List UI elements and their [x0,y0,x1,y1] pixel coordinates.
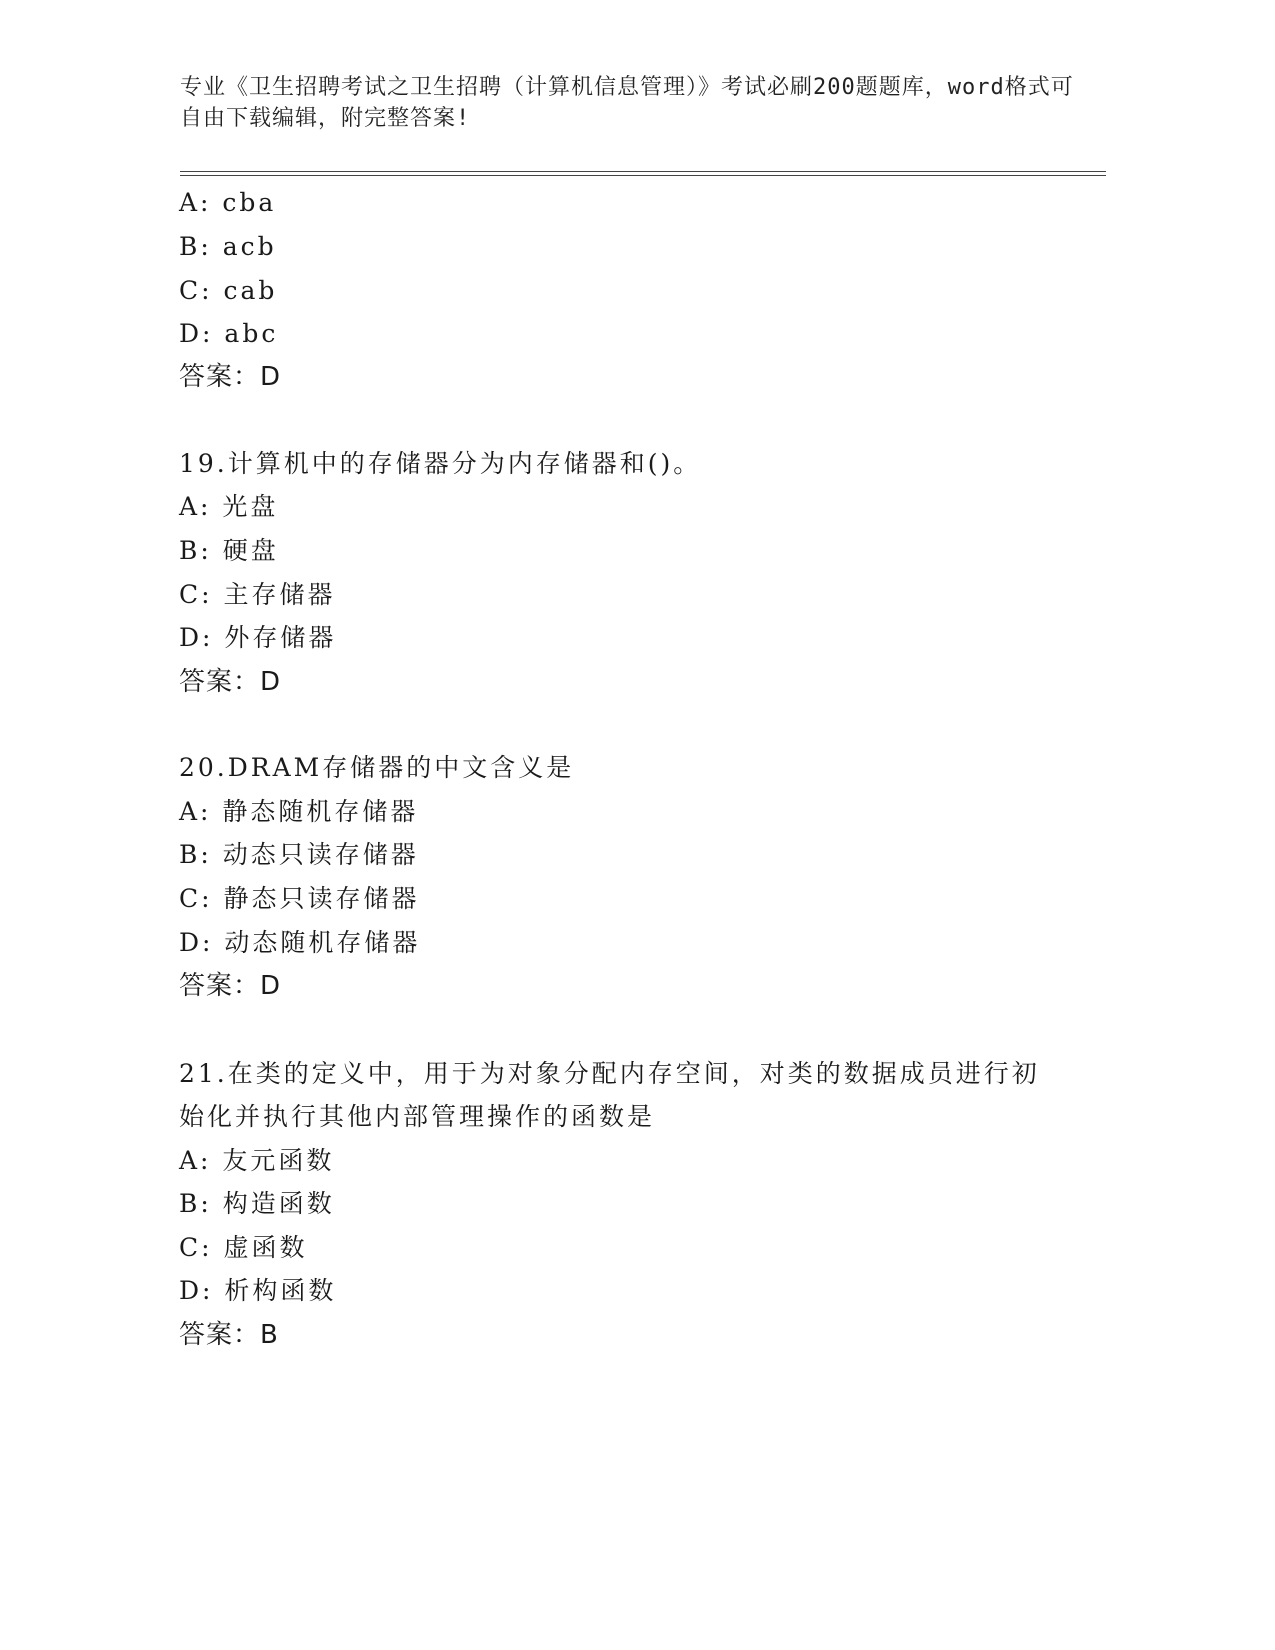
q20-option-d: D: 动态随机存储器 [179,928,421,957]
q20-option-a: A: 静态随机存储器 [179,797,419,826]
header-divider-bottom [180,175,1106,176]
q18-option-c: C: cab [179,276,278,305]
q20-question: 20.DRAM存储器的中文含义是 [179,753,575,782]
q21-option-d: D: 析构函数 [179,1276,337,1305]
q19-question: 19.计算机中的存储器分为内存储器和()。 [179,449,702,478]
q20-option-c: C: 静态只读存储器 [179,884,420,913]
q18-option-b: B: acb [179,232,277,261]
header-title: 专业《卫生招聘考试之卫生招聘（计算机信息管理）》考试必刷200题题库，word格式可自由下载编辑，附完整答案! [180,75,1074,131]
document-header [180,72,1080,134]
q19-option-c: C: 主存储器 [179,580,336,609]
q21-answer: 答案：B [179,1320,279,1350]
q18-option-a: A: cba [179,188,277,217]
q20-option-b: B: 动态只读存储器 [179,840,419,869]
q21-question: 21.在类的定义中，用于为对象分配内存空间，对类的数据成员进行初始化并执行其他内部管理操作的函数是 [179,1059,1040,1131]
q19-option-b: B: 硬盘 [179,536,279,565]
q19-answer: 答案：D [179,667,282,697]
q18-option-d: D: abc [179,319,279,348]
q20-answer: 答案：D [179,971,282,1001]
q21-option-a: A: 友元函数 [179,1146,335,1175]
q21-option-c: C: 虚函数 [179,1233,308,1262]
q19-option-d: D: 外存储器 [179,623,337,652]
q21-option-b: B: 构造函数 [179,1189,335,1218]
q19-option-a: A: 光盘 [179,492,279,521]
header-divider-top [180,171,1106,172]
q18-answer: 答案：D [179,362,282,392]
